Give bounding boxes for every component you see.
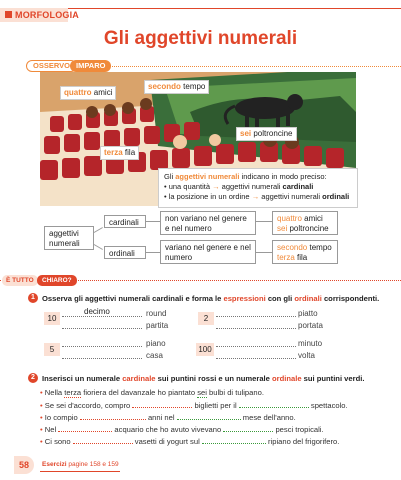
ex2-sentence: • Ci sono vasetti di yogurt sul ripiano del frigorifero.	[40, 437, 340, 446]
ex1-blank[interactable]	[216, 328, 296, 329]
exercise-2-instruction: Inserisci un numerale cardinale sui puntini rossi e un numerale ordinale sui puntini verdi.	[42, 374, 365, 383]
ex1-word: portata	[298, 321, 323, 330]
ex1-blank[interactable]	[62, 346, 142, 347]
arrow-icon: →	[212, 182, 220, 191]
ex1-blank[interactable]	[62, 358, 142, 359]
ex1-word: piano	[146, 339, 166, 348]
ex1-blank[interactable]	[216, 316, 296, 317]
ex1-blank[interactable]	[216, 346, 296, 347]
info-line-1: Gli aggettivi numerali indicano in modo preciso:	[164, 172, 327, 181]
ex1-blank[interactable]	[216, 358, 296, 359]
section-label: MORFOLOGIA	[15, 10, 79, 20]
ex2-blank-green[interactable]	[202, 443, 266, 444]
info-box	[158, 168, 358, 208]
scene-tag-2: secondo tempo	[144, 80, 209, 94]
ex2-blank-green[interactable]	[223, 431, 273, 432]
scene-tag-4: terza fila	[100, 146, 139, 160]
scene-tag-1: quattro amici	[60, 86, 116, 100]
ex2-blank-red[interactable]	[73, 443, 133, 444]
concept-cardinali-examples: quattro amici sei poltroncine	[272, 211, 338, 235]
exercise-1-number: 1	[28, 293, 38, 303]
ex2-sentence: • Se sei d'accordo, compro biglietti per il spettacolo.	[40, 401, 348, 410]
bullet-icon: •	[40, 388, 43, 397]
ex2-sentence: • Io compio anni nel mese dell'anno.	[40, 413, 296, 422]
footer-line	[40, 471, 120, 472]
ex2-sentence: • Nel acquario che ho avuto vivevano pesci tropicali.	[40, 425, 324, 434]
esercizi-reference[interactable]: Esercizi pagine 158 e 159	[42, 461, 119, 468]
ex1-number-box: 100	[196, 343, 214, 356]
exercise-1-instruction: Osserva gli aggettivi numerali cardinali e forma le espressioni con gli ordinali corrispondenti.	[42, 294, 380, 303]
info-line-3: • la posizione in un ordine → aggettivi numerali ordinali	[164, 192, 350, 201]
ex1-number-box: 10	[44, 312, 60, 325]
osservo-label: OSSERVO	[26, 60, 77, 72]
ex1-number-box: 5	[44, 343, 60, 356]
ex2-blank-red[interactable]	[132, 407, 192, 408]
concept-cardinali: cardinali	[104, 215, 146, 228]
ex1-number-box: 2	[198, 312, 214, 325]
bullet-icon: •	[40, 425, 43, 434]
chiaro-label-1: È TUTTO	[2, 275, 38, 286]
ex2-blank-green[interactable]	[177, 419, 241, 420]
ex2-blank-red[interactable]: terza	[64, 388, 82, 397]
ex1-blank[interactable]	[62, 328, 142, 329]
ex1-word: volta	[298, 351, 315, 360]
concept-ordinali-examples: secondo tempo terza fila	[272, 240, 338, 264]
info-line-2: • una quantità → aggettivi numerali cardinali	[164, 182, 314, 191]
bullet-icon: •	[40, 401, 43, 410]
ex1-word: minuto	[298, 339, 323, 348]
ex1-word: casa	[146, 351, 163, 360]
concept-root: aggettivi numerali	[44, 226, 94, 250]
connector	[146, 252, 160, 253]
connector	[94, 244, 103, 250]
arrow-icon: →	[251, 192, 260, 201]
ex1-word: partita	[146, 321, 169, 330]
connector	[146, 221, 160, 222]
ex2-sentence: • Nella terza fioriera del davanzale ho piantato sei bulbi di tulipano.	[40, 388, 264, 397]
ex1-answer: decimo	[84, 307, 110, 316]
imparo-label: IMPARO	[70, 60, 111, 72]
ex2-blank-green[interactable]	[239, 407, 309, 408]
ex2-blank-red[interactable]	[58, 431, 112, 432]
chiaro-label-2: CHIARO?	[37, 275, 77, 286]
ex1-word: piatto	[298, 309, 318, 318]
concept-cardinali-desc: non variano nel genere e nel numero	[160, 211, 256, 235]
connector	[256, 252, 272, 253]
exercise-2-number: 2	[28, 373, 38, 383]
ex1-blank[interactable]	[62, 316, 142, 317]
concept-ordinali-desc: variano nel genere e nel numero	[160, 240, 256, 264]
page-number: 58	[14, 456, 34, 474]
page-title: Gli aggettivi numerali	[103, 28, 298, 49]
connector	[94, 227, 103, 233]
connector	[256, 221, 272, 222]
concept-ordinali: ordinali	[104, 246, 146, 259]
ex2-blank-red[interactable]	[80, 419, 146, 420]
section-square-icon	[5, 11, 12, 18]
bullet-icon: •	[40, 413, 43, 422]
ex1-word: round	[146, 309, 167, 318]
bullet-icon: •	[40, 437, 43, 446]
scene-tag-3: sei poltroncine	[236, 127, 297, 141]
ex2-blank-green[interactable]: sei	[197, 388, 207, 397]
